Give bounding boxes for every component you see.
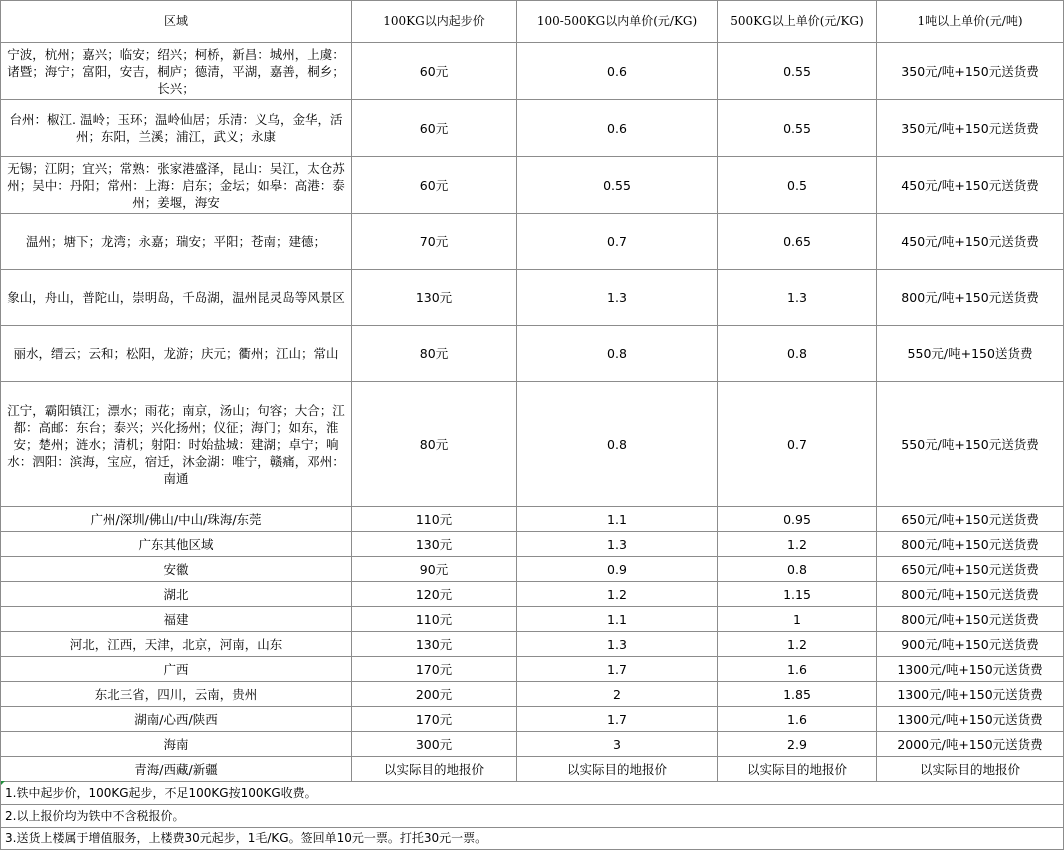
row-price-100-500: 2 <box>517 682 718 707</box>
note-text: 3.送货上楼属于增值服务，上楼费30元起步，1毛/KG。签回单10元一票。打托30元一票。 <box>1 828 1064 850</box>
note-text: 1.铁中起步价，100KG起步，不足100KG按100KG收费。 <box>1 782 1064 805</box>
row-price-500-plus: 0.95 <box>718 507 877 532</box>
table-row <box>1 682 1064 707</box>
row-price-100-500: 以实际目的地报价 <box>517 757 718 782</box>
row-region: 湖南/心西/陕西 <box>1 707 352 732</box>
row-region: 宁波，杭州；嘉兴；临安；绍兴；柯桥，新昌：城州，上虞：诸暨；海宁；富阳，安吉，桐庐；德清，平湖，嘉善，桐乡；长兴； <box>1 43 352 100</box>
row-base-price: 130元 <box>352 270 517 326</box>
row-price-100-500: 1.7 <box>517 657 718 682</box>
row-region: 青海/西藏/新疆 <box>1 757 352 782</box>
table-row <box>1 507 1064 532</box>
cell-marker-icon <box>1 781 5 785</box>
row-price-ton: 800元/吨+150元送货费 <box>877 607 1064 632</box>
row-base-price: 110元 <box>352 507 517 532</box>
row-region: 无锡；江阴；宜兴；常熟：张家港盛泽，昆山：吴江，太仓苏州；吴中：丹阳；常州：上海：启东；金坛；如皋：高港：泰州；姜堰，海安 <box>1 157 352 214</box>
row-region: 安徽 <box>1 557 352 582</box>
row-price-ton: 800元/吨+150元送货费 <box>877 582 1064 607</box>
row-region: 温州；塘下；龙湾；永嘉；瑞安；平阳；苍南；建德； <box>1 214 352 270</box>
table-row <box>1 632 1064 657</box>
row-base-price: 60元 <box>352 157 517 214</box>
row-price-500-plus: 0.55 <box>718 100 877 157</box>
row-price-500-plus: 1.3 <box>718 270 877 326</box>
row-price-500-plus: 1 <box>718 607 877 632</box>
table-row <box>1 382 1064 507</box>
header-price-500-plus: 500KG以上单价(元/KG) <box>718 1 877 43</box>
row-price-100-500: 0.7 <box>517 214 718 270</box>
row-price-100-500: 0.8 <box>517 326 718 382</box>
row-price-100-500: 1.1 <box>517 507 718 532</box>
table-row <box>1 657 1064 682</box>
row-price-500-plus: 0.8 <box>718 326 877 382</box>
row-price-100-500: 1.3 <box>517 632 718 657</box>
row-price-100-500: 0.6 <box>517 100 718 157</box>
note-row <box>1 782 1064 805</box>
table-row <box>1 270 1064 326</box>
table-row <box>1 214 1064 270</box>
row-base-price: 80元 <box>352 326 517 382</box>
row-price-ton: 450元/吨+150元送货费 <box>877 214 1064 270</box>
row-price-ton: 以实际目的地报价 <box>877 757 1064 782</box>
row-price-ton: 650元/吨+150元送货费 <box>877 507 1064 532</box>
row-price-ton: 1300元/吨+150元送货费 <box>877 682 1064 707</box>
row-price-ton: 550元/吨+150元送货费 <box>877 382 1064 507</box>
row-price-500-plus: 0.55 <box>718 43 877 100</box>
row-base-price: 130元 <box>352 632 517 657</box>
row-price-500-plus: 1.15 <box>718 582 877 607</box>
row-base-price: 60元 <box>352 100 517 157</box>
table-row <box>1 100 1064 157</box>
row-region: 象山，舟山，普陀山，崇明岛，千岛湖，温州昆灵岛等风景区 <box>1 270 352 326</box>
row-price-500-plus: 1.6 <box>718 657 877 682</box>
table-row <box>1 757 1064 782</box>
note-text: 2.以上报价均为铁中不含税报价。 <box>1 805 1064 828</box>
row-price-500-plus: 1.85 <box>718 682 877 707</box>
row-price-100-500: 3 <box>517 732 718 757</box>
row-base-price: 170元 <box>352 657 517 682</box>
header-row <box>1 1 1064 43</box>
row-price-100-500: 1.1 <box>517 607 718 632</box>
row-region: 福建 <box>1 607 352 632</box>
table-row <box>1 532 1064 557</box>
row-price-ton: 350元/吨+150元送货费 <box>877 100 1064 157</box>
row-region: 江宁，霸阳镇江；漂水；雨花；南京，汤山；句容；大合；江都：高邮：东台；泰兴；兴化扬州；仪征；海门；如东，淮安；楚州；涟水；清机；射阳：时始盐城：建湖；卓宁；响水：泗阳：滨海，宝应，宿迁，沐金湖：唯宁，赣痛，邓州：南通 <box>1 382 352 507</box>
row-price-500-plus: 2.9 <box>718 732 877 757</box>
table-row <box>1 707 1064 732</box>
header-price-100-500: 100-500KG以内单价(元/KG) <box>517 1 718 43</box>
table-row <box>1 732 1064 757</box>
row-base-price: 90元 <box>352 557 517 582</box>
row-price-ton: 1300元/吨+150元送货费 <box>877 707 1064 732</box>
row-base-price: 70元 <box>352 214 517 270</box>
row-region: 台州：椒江. 温岭；玉环；温岭仙居；乐清：义乌，金华，活州；东阳，兰溪；浦江，武义；永康 <box>1 100 352 157</box>
row-price-ton: 2000元/吨+150元送货费 <box>877 732 1064 757</box>
row-price-100-500: 1.2 <box>517 582 718 607</box>
row-region: 广东其他区域 <box>1 532 352 557</box>
row-price-ton: 900元/吨+150元送货费 <box>877 632 1064 657</box>
row-price-ton: 650元/吨+150元送货费 <box>877 557 1064 582</box>
row-price-500-plus: 1.6 <box>718 707 877 732</box>
row-region: 河北，江西，天津，北京，河南，山东 <box>1 632 352 657</box>
row-region: 海南 <box>1 732 352 757</box>
row-price-500-plus: 1.2 <box>718 532 877 557</box>
row-price-ton: 450元/吨+150元送货费 <box>877 157 1064 214</box>
row-base-price: 110元 <box>352 607 517 632</box>
table-row <box>1 43 1064 100</box>
table-row <box>1 607 1064 632</box>
row-price-ton: 800元/吨+150元送货费 <box>877 270 1064 326</box>
row-price-500-plus: 0.65 <box>718 214 877 270</box>
row-base-price: 200元 <box>352 682 517 707</box>
row-price-100-500: 1.7 <box>517 707 718 732</box>
row-price-500-plus: 0.5 <box>718 157 877 214</box>
row-region: 丽水，缙云；云和；松阳，龙游；庆元；衢州；江山；常山 <box>1 326 352 382</box>
row-price-500-plus: 0.7 <box>718 382 877 507</box>
row-price-100-500: 0.8 <box>517 382 718 507</box>
table-row <box>1 582 1064 607</box>
row-region: 广州/深圳/佛山/中山/珠海/东莞 <box>1 507 352 532</box>
table-row <box>1 557 1064 582</box>
table-row <box>1 326 1064 382</box>
row-price-500-plus: 以实际目的地报价 <box>718 757 877 782</box>
row-base-price: 300元 <box>352 732 517 757</box>
row-price-ton: 550元/吨+150送货费 <box>877 326 1064 382</box>
row-price-ton: 350元/吨+150元送货费 <box>877 43 1064 100</box>
row-price-ton: 1300元/吨+150元送货费 <box>877 657 1064 682</box>
note-row <box>1 828 1064 850</box>
row-price-100-500: 0.9 <box>517 557 718 582</box>
header-region: 区域 <box>1 1 352 43</box>
row-base-price: 60元 <box>352 43 517 100</box>
note-row <box>1 805 1064 828</box>
row-price-100-500: 1.3 <box>517 532 718 557</box>
table-row <box>1 157 1064 214</box>
row-region: 湖北 <box>1 582 352 607</box>
row-price-100-500: 1.3 <box>517 270 718 326</box>
header-base-price: 100KG以内起步价 <box>352 1 517 43</box>
row-base-price: 以实际目的地报价 <box>352 757 517 782</box>
row-base-price: 130元 <box>352 532 517 557</box>
row-base-price: 80元 <box>352 382 517 507</box>
row-base-price: 170元 <box>352 707 517 732</box>
row-base-price: 120元 <box>352 582 517 607</box>
row-price-100-500: 0.55 <box>517 157 718 214</box>
row-region: 广西 <box>1 657 352 682</box>
row-price-100-500: 0.6 <box>517 43 718 100</box>
row-price-500-plus: 1.2 <box>718 632 877 657</box>
row-price-500-plus: 0.8 <box>718 557 877 582</box>
row-region: 东北三省，四川，云南，贵州 <box>1 682 352 707</box>
row-price-ton: 800元/吨+150元送货费 <box>877 532 1064 557</box>
header-price-ton: 1吨以上单价(元/吨) <box>877 1 1064 43</box>
